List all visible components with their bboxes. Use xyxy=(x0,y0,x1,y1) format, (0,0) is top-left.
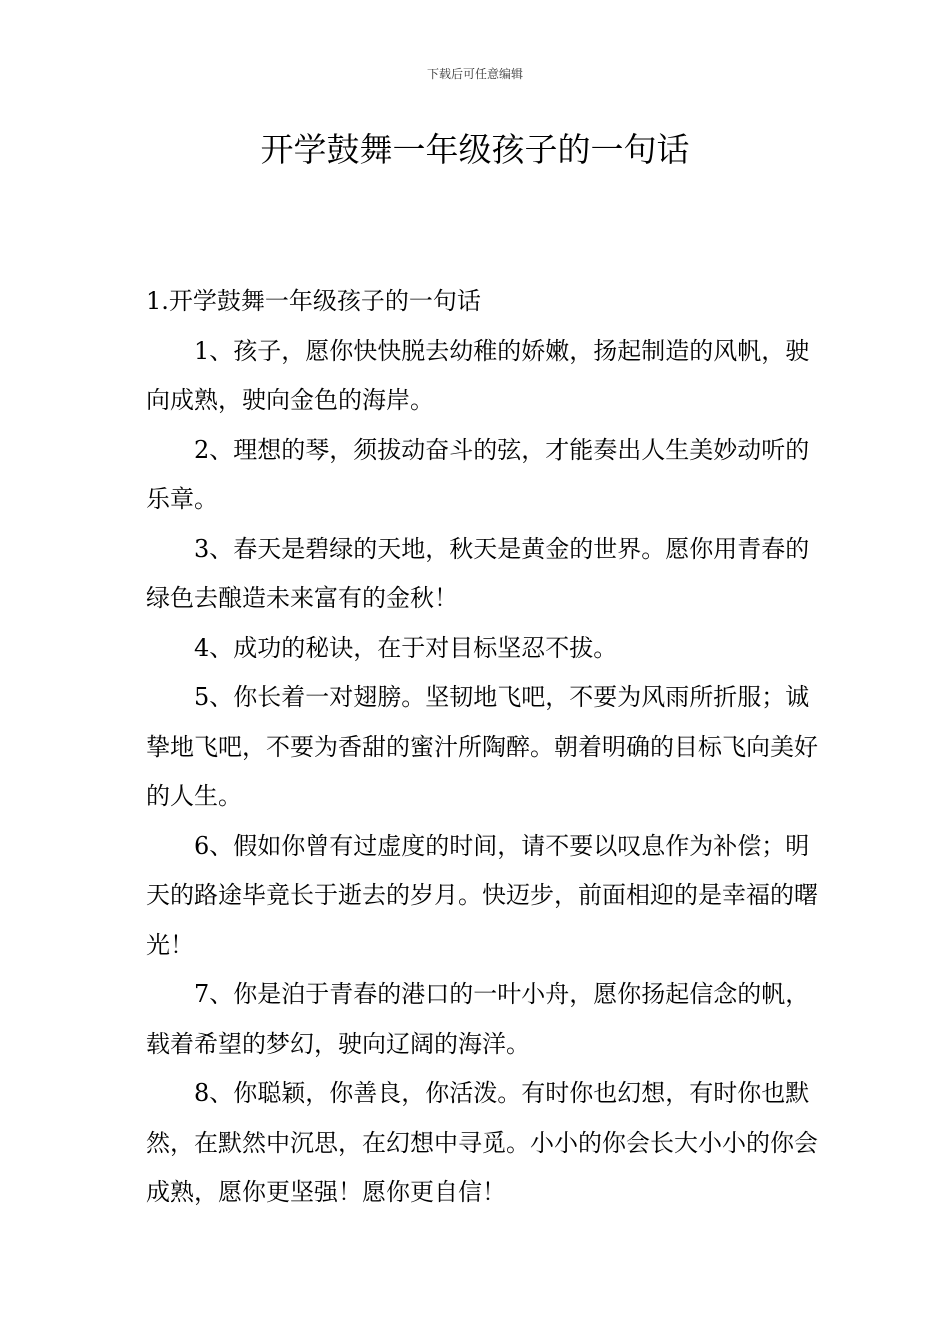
paragraph-7: 7、你是泊于青春的港口的一叶小舟，愿你扬起信念的帆，载着希望的梦幻，驶向辽阔的海洋。 xyxy=(146,980,810,1058)
header-note: 下载后可任意编辑 xyxy=(426,67,523,81)
paragraph-3: 3、春天是碧绿的天地，秋天是黄金的世界。愿你用青春的绿色去酿造未来富有的金秋！ xyxy=(146,534,810,612)
section-heading: 1.开学鼓舞一年级孩子的一句话 xyxy=(146,287,481,315)
paragraph-1: 1、孩子，愿你快快脱去幼稚的娇嫩，扬起制造的风帆，驶向成熟，驶向金色的海岸。 xyxy=(146,336,810,414)
paragraph-8: 8、你聪颖，你善良，你活泼。有时你也幻想，有时你也默然，在默然中沉思，在幻想中寻觅。小小的你会长大小小的你会成熟，愿你更坚强！愿你更自信！ xyxy=(146,1079,818,1206)
paragraph-4: 4、成功的秘诀，在于对目标坚忍不拔。 xyxy=(194,633,618,662)
paragraph-5: 5、你长着一对翅膀。坚韧地飞吧，不要为风雨所折服；诚挚地飞吧，不要为香甜的蜜汁所陶醉。朝着明确的目标飞向美好的人生。 xyxy=(146,683,818,810)
paragraph-2: 2、理想的琴，须拔动奋斗的弦，才能奏出人生美妙动听的乐章。 xyxy=(146,435,810,513)
document-body xyxy=(146,277,826,1218)
paragraph-6: 6、假如你曾有过虚度的时间，请不要以叹息作为补偿；明天的路途毕竟长于逝去的岁月。快迈步，前面相迎的是幸福的曙光！ xyxy=(146,831,818,959)
document-title: 开学鼓舞一年级孩子的一句话 xyxy=(260,130,690,169)
